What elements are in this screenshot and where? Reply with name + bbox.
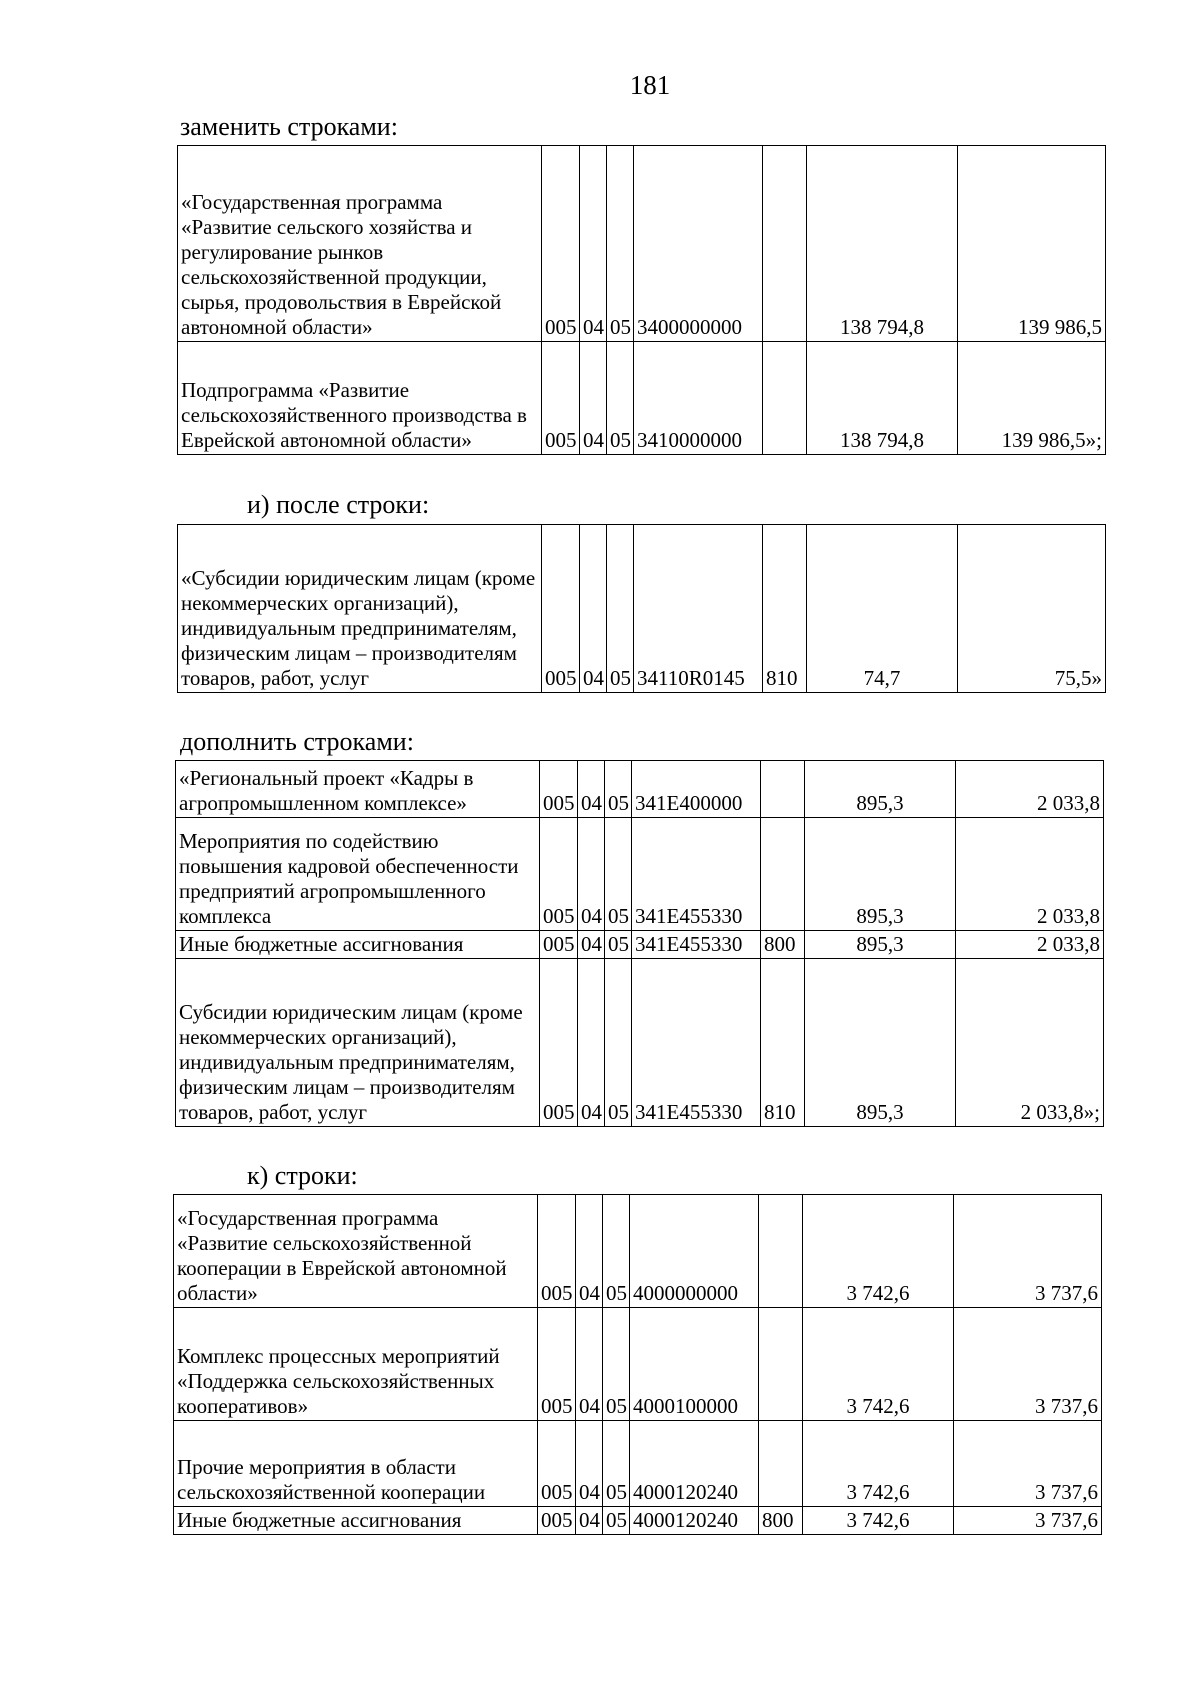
budget-table [173, 1194, 1102, 1535]
budget-table [175, 760, 1104, 1127]
amount-year-1: 895,3 [805, 959, 956, 1127]
csr-code: 341E455330 [632, 931, 761, 959]
section-caption: к) строки: [247, 1161, 358, 1190]
vr-code [761, 761, 805, 818]
grbs-code: 005 [538, 1421, 576, 1507]
grbs-code: 005 [538, 1507, 576, 1535]
amount-year-1: 138 794,8 [807, 342, 958, 455]
row-name: Подпрограмма «Развитие сельскохозяйственного производства в Еврейской автономной области» [178, 342, 542, 455]
amount-year-1: 3 742,6 [803, 1308, 954, 1421]
row-name: «Государственная программа «Развитие сельскохозяйственной кооперации в Еврейской автономной области» [174, 1195, 538, 1308]
amount-year-2: 139 986,5 [958, 146, 1106, 342]
row-name: Прочие мероприятия в области сельскохозяйственной кооперации [174, 1421, 538, 1507]
pr-code: 05 [607, 146, 634, 342]
row-name: «Субсидии юридическим лицам (кроме некоммерческих организаций), индивидуальным предпринимателям, физическим лицам – производителям товаров, работ, услуг [178, 525, 542, 693]
amount-year-2: 75,5» [958, 525, 1106, 693]
row-name: Иные бюджетные ассигнования [176, 931, 540, 959]
amount-year-1: 74,7 [807, 525, 958, 693]
grbs-code: 005 [538, 1308, 576, 1421]
vr-code [759, 1421, 803, 1507]
amount-year-1: 138 794,8 [807, 146, 958, 342]
vr-code [763, 342, 807, 455]
table-row [176, 761, 1104, 818]
rz-code: 04 [576, 1308, 603, 1421]
budget-table [177, 145, 1106, 455]
table-row [174, 1195, 1102, 1308]
table-row [174, 1421, 1102, 1507]
table-row [176, 959, 1104, 1127]
row-name: Комплекс процессных мероприятий «Поддержка сельскохозяйственных кооперативов» [174, 1308, 538, 1421]
pr-code: 05 [603, 1507, 630, 1535]
grbs-code: 005 [540, 931, 578, 959]
rz-code: 04 [576, 1421, 603, 1507]
pr-code: 05 [603, 1421, 630, 1507]
table-row [174, 1507, 1102, 1535]
csr-code: 4000120240 [630, 1507, 759, 1535]
page-number: 181 [629, 70, 671, 100]
grbs-code: 005 [538, 1195, 576, 1308]
row-name: Иные бюджетные ассигнования [174, 1507, 538, 1535]
rz-code: 04 [580, 146, 607, 342]
pr-code: 05 [605, 959, 632, 1127]
amount-year-1: 895,3 [805, 761, 956, 818]
table-row [176, 818, 1104, 931]
rz-code: 04 [578, 931, 605, 959]
budget-table [177, 524, 1106, 693]
pr-code: 05 [603, 1195, 630, 1308]
csr-code: 4000000000 [630, 1195, 759, 1308]
rz-code: 04 [580, 525, 607, 693]
amount-year-1: 3 742,6 [803, 1507, 954, 1535]
rz-code: 04 [576, 1195, 603, 1308]
rz-code: 04 [578, 818, 605, 931]
row-name: «Государственная программа «Развитие сельского хозяйства и регулирование рынков сельскохозяйственной продукции, сырья, продовольствия в Еврейской автономной области» [178, 146, 542, 342]
amount-year-2: 2 033,8»; [956, 959, 1104, 1127]
rz-code: 04 [576, 1507, 603, 1535]
grbs-code: 005 [542, 342, 580, 455]
csr-code: 341E455330 [632, 959, 761, 1127]
section-caption: заменить строками: [180, 112, 398, 141]
pr-code: 05 [607, 525, 634, 693]
table-row [178, 525, 1106, 693]
table-row [174, 1308, 1102, 1421]
table-row [176, 931, 1104, 959]
row-name: Мероприятия по содействию повышения кадровой обеспеченности предприятий агропромышленного комплекса [176, 818, 540, 931]
csr-code: 341E455330 [632, 818, 761, 931]
grbs-code: 005 [542, 146, 580, 342]
amount-year-2: 3 737,6 [954, 1421, 1102, 1507]
grbs-code: 005 [540, 959, 578, 1127]
csr-code: 4000120240 [630, 1421, 759, 1507]
rz-code: 04 [580, 342, 607, 455]
section-caption: и) после строки: [247, 490, 430, 519]
grbs-code: 005 [542, 525, 580, 693]
pr-code: 05 [605, 931, 632, 959]
csr-code: 34110R0145 [634, 525, 763, 693]
row-name: «Региональный проект «Кадры в агропромышленном комплексе» [176, 761, 540, 818]
amount-year-1: 895,3 [805, 931, 956, 959]
amount-year-2: 3 737,6 [954, 1195, 1102, 1308]
pr-code: 05 [605, 818, 632, 931]
vr-code [759, 1308, 803, 1421]
vr-code: 800 [761, 931, 805, 959]
section-caption: дополнить строками: [180, 727, 414, 756]
amount-year-2: 2 033,8 [956, 818, 1104, 931]
pr-code: 05 [603, 1308, 630, 1421]
amount-year-2: 2 033,8 [956, 931, 1104, 959]
rz-code: 04 [578, 959, 605, 1127]
grbs-code: 005 [540, 818, 578, 931]
amount-year-1: 3 742,6 [803, 1421, 954, 1507]
vr-code: 810 [763, 525, 807, 693]
vr-code [763, 146, 807, 342]
pr-code: 05 [605, 761, 632, 818]
pr-code: 05 [607, 342, 634, 455]
csr-code: 3400000000 [634, 146, 763, 342]
csr-code: 341E400000 [632, 761, 761, 818]
vr-code [759, 1195, 803, 1308]
vr-code: 800 [759, 1507, 803, 1535]
csr-code: 3410000000 [634, 342, 763, 455]
amount-year-2: 3 737,6 [954, 1507, 1102, 1535]
rz-code: 04 [578, 761, 605, 818]
csr-code: 4000100000 [630, 1308, 759, 1421]
amount-year-2: 2 033,8 [956, 761, 1104, 818]
vr-code [761, 818, 805, 931]
amount-year-1: 3 742,6 [803, 1195, 954, 1308]
table-row [178, 342, 1106, 455]
row-name: Субсидии юридическим лицам (кроме некоммерческих организаций), индивидуальным предпринимателям, физическим лицам – производителям товаров, работ, услуг [176, 959, 540, 1127]
table-row [178, 146, 1106, 342]
amount-year-2: 3 737,6 [954, 1308, 1102, 1421]
grbs-code: 005 [540, 761, 578, 818]
vr-code: 810 [761, 959, 805, 1127]
amount-year-1: 895,3 [805, 818, 956, 931]
amount-year-2: 139 986,5»; [958, 342, 1106, 455]
